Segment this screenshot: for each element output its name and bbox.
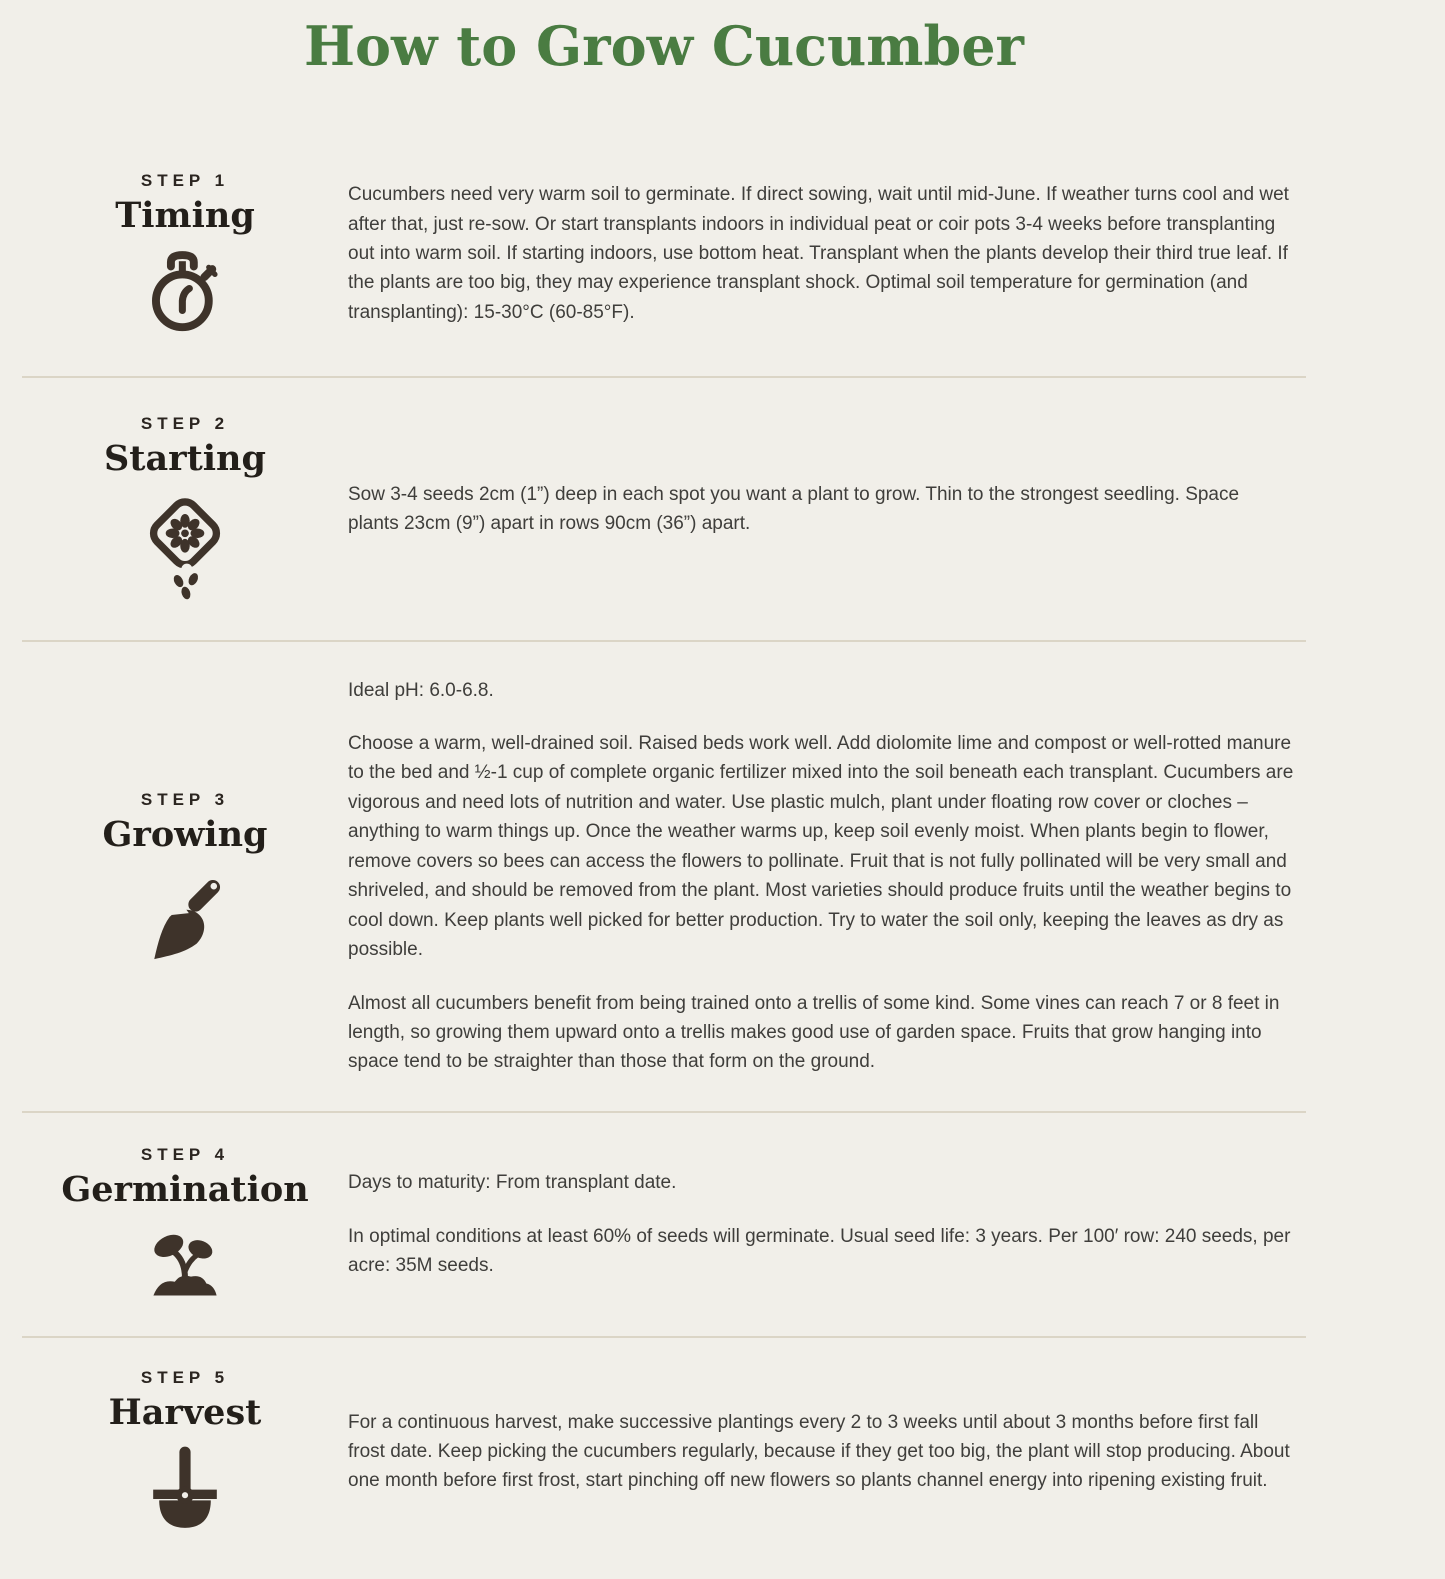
step-title: Starting — [104, 438, 266, 480]
step-label: STEP 4 — [140, 1144, 230, 1164]
paragraph: Almost all cucumbers benefit from being trained onto a trellis of some kind. Some vines can reach 7 or 8 feet in length, so growing them upward onto a trellis makes good use of garden space. Fruits that grow hanging into space tend to be straighter than those that form on the ground. — [348, 992, 1280, 1073]
step-section-growing — [22, 640, 1306, 1111]
paragraph: Days to maturity: From transplant date. — [348, 1172, 677, 1194]
step-title: Timing — [115, 195, 255, 237]
paragraph: For a continuous harvest, make successive plantings every 2 to 3 weeks until about 3 months before first fall frost date. Keep picking the cucumbers regularly, because if they get too big, the plant will stop producing. About one month before first frost, start pinching off new flowers so plants channel energy into ripening existing fruit. — [348, 1411, 1290, 1492]
step-header-growing — [22, 790, 348, 963]
step-section-harvest — [22, 1336, 1306, 1557]
step-body-harvest — [348, 1408, 1306, 1496]
step-header-harvest — [22, 1368, 348, 1535]
seed-packet-icon — [139, 492, 231, 604]
step-title: Harvest — [108, 1392, 262, 1434]
step-section-germination — [22, 1111, 1306, 1336]
paragraph: Ideal pH: 6.0-6.8. — [348, 679, 494, 701]
page-title: How to Grow Cucumber — [303, 14, 1025, 78]
step-section-starting — [22, 376, 1306, 639]
step-body-starting — [348, 480, 1306, 539]
step-header-germination — [22, 1145, 348, 1304]
step-label: STEP 2 — [140, 414, 230, 434]
trowel-icon — [137, 867, 233, 963]
step-label: STEP 5 — [140, 1368, 230, 1388]
stopwatch-icon — [141, 248, 229, 336]
sprout-icon — [142, 1222, 228, 1304]
step-title: Germination — [61, 1168, 309, 1210]
step-title: Growing — [102, 813, 268, 855]
step-header-starting — [22, 414, 348, 603]
step-section-timing — [22, 81, 1306, 376]
step-body-timing — [348, 180, 1306, 327]
step-body-growing — [348, 676, 1306, 1077]
step-header-timing — [22, 171, 348, 336]
paragraph: Sow 3-4 seeds 2cm (1”) deep in each spot you want a plant to grow. Thin to the strongest seedling. Space plants 23cm (9”) apart in rows 90cm (36”) apart. — [348, 483, 1240, 534]
step-label: STEP 3 — [140, 789, 230, 809]
paragraph: In optimal conditions at least 60% of seeds will germinate. Usual seed life: 3 years. Per 100′ row: 240 seeds, per acre: 35M seeds. — [348, 1225, 1291, 1277]
step-label: STEP 1 — [140, 171, 230, 191]
paragraph: Choose a warm, well-drained soil. Raised beds work well. Add diolomite lime and compost or well-rotted manure to the bed and ½-1 cup of complete organic fertilizer mixed into the soil beneath each transplant. Cucumbers are vigorous and need lots of nutrition and water. Use plastic mulch, plant under floating row cover or cloches – anything to warm things up. Once the weather warms up, keep soil evenly moist. When plants begin to flower, remove covers so bees can access the flowers to pollinate. Fruit that is not fully pollinated will be very small and shriveled, and should be removed from the plant. Most varieties should produce fruits until the weather begins to cool down. Keep plants well picked for better production. Try to water the soil only, keeping the leaves as dry as possible. — [348, 733, 1294, 961]
page-container — [22, 12, 1306, 1557]
paragraph: Cucumbers need very warm soil to germinate. If direct sowing, wait until mid-June. If weather turns cool and wet after that, just re-sow. Or start transplants indoors in individual peat or coir pots 3-4 weeks before transplanting out into warm soil. If starting indoors, use bottom heat. Transplant when the plants develop their third true leaf. If the plants are too big, they may experience transplant shock. Optimal soil temperature for germination (and transplanting): 15-30°C (60-85°F). — [348, 184, 1289, 323]
harvest-basket-icon — [142, 1445, 228, 1535]
step-body-germination — [348, 1168, 1306, 1280]
